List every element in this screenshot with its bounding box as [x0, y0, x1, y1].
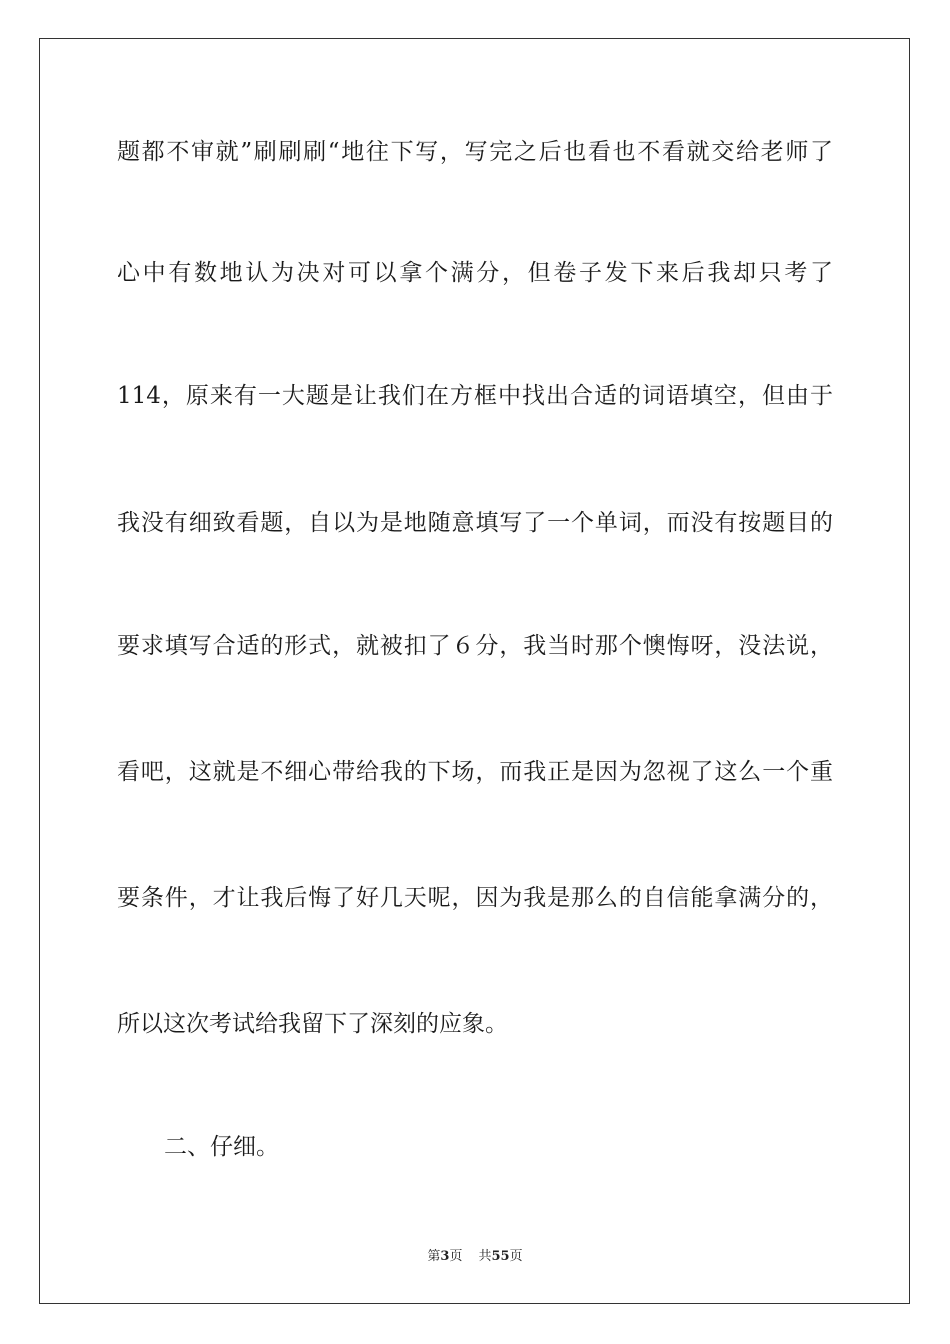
body-text-line-6: 看吧，这就是不细心带给我的下场，而我正是因为忽视了这么一个重 — [117, 759, 833, 785]
page-suffix: 页 — [449, 1249, 463, 1264]
body-text-line-7: 要条件，才让我后悔了好几天呢，因为我是那么的自信能拿满分的， — [117, 885, 833, 911]
page-number: 3 — [440, 1249, 450, 1264]
section-heading: 二、仔细。 — [164, 1134, 279, 1160]
page-border — [39, 38, 910, 1304]
total-prefix: 共 — [478, 1249, 492, 1264]
page-prefix: 第 — [427, 1249, 441, 1264]
page-footer — [0, 1248, 950, 1266]
total-pages: 55 — [491, 1249, 510, 1264]
body-text-line-4: 我没有细致看题，自以为是地随意填写了一个单词，而没有按题目的 — [117, 510, 833, 536]
body-text-line-3: 114，原来有一大题是让我们在方框中找出合适的词语填空，但由于 — [117, 383, 833, 409]
body-text-line-8: 所以这次考试给我留下了深刻的应象。 — [117, 1011, 508, 1037]
body-text-line-1: 题都不审就”刷刷刷“地往下写，写完之后也看也不看就交给老师了 — [117, 139, 833, 165]
body-text-line-5: 要求填写合适的形式，就被扣了６分，我当时那个懊悔呀，没法说， — [117, 633, 833, 659]
body-text-line-2: 心中有数地认为决对可以拿个满分，但卷子发下来后我却只考了 — [117, 260, 833, 286]
total-suffix: 页 — [509, 1249, 523, 1264]
